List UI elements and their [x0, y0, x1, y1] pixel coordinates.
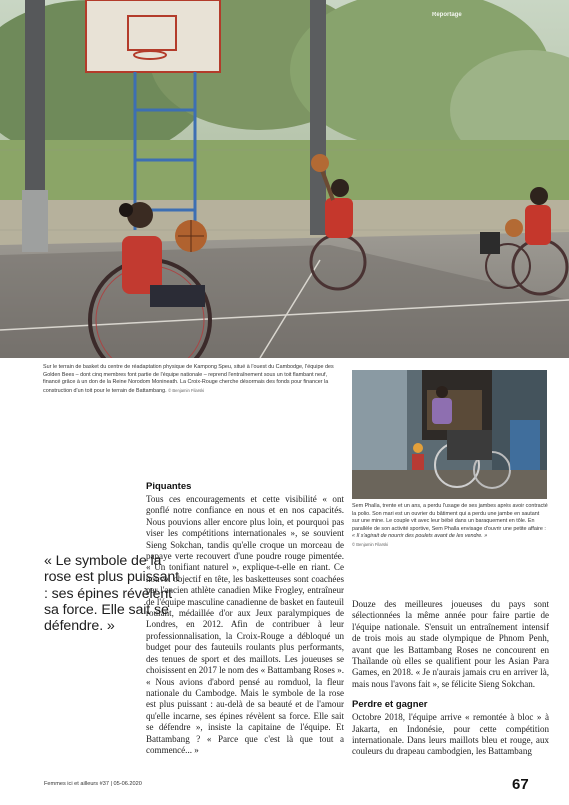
subhead-perdre-et-gagner: Perdre et gagner — [352, 699, 428, 711]
article-paragraph: Douze des meilleures joueuses du pays sont sélectionnées la même année pour faire partie de l'équipe nationale. S'ensuit un entraînement intensif de trois mois au stade olympique de Phnom Penh, avant que les Battambang Roses ne concourent en Thaïlande où elles se qualifient pour les Asian Para Games, en 2018. « Je n'aurais jamais cru en arriver là, mais nous l'avons fait », se félicite Sieng Sokchan. — [352, 599, 549, 689]
article-paragraph: Tous ces encouragements et cette visibilité « ont gonflé notre confiance en nous et en nos capacités. Nous pouvions aller encore plus loin, et pourquoi pas viser les compétitions internationales », se souvient Sieng Sokchan, tandis qu'elle croque un morceau de papaye verte recouvert d'une poudre rouge pimentée. « Un tonifiant naturel », explique-t-elle en riant. Ce nouvel objectif en tête, les basketteuses sont coachées par l'ancien athlète canadien Mike Frogley, entraîneur de l'équipe masculine canadienne de basket en fauteuil roulant, médaillée d'or aux Jeux paralympiques de Londres, en 2012. Afin de contribuer à leur professionnalisation, la Croix-Rouge a débloqué un budget pour des fauteuils roulants plus performants, des tenues de sport et des maillots. Les joueuses se choisissent en 2017 le nom des « Battambang Roses ». « Nous avions d'abord pensé au romduol, la fleur nationale du Cambodge. Mais le symbole de la rose est plus puissant : au-delà de sa beauté et de l'amour qu'elle incarne, ses épines révèlent sa force. Elle sait se défendre », insiste la capitaine de l'équipe. Et Battambang ? « Parce que c'est là que tout a commencé... » — [146, 494, 345, 755]
main-photo-credit: © Benjamin Filarski — [168, 387, 205, 393]
main-photo — [0, 0, 569, 358]
side-photo-credit: © Benjamin Filarski — [352, 541, 389, 547]
pull-quote: « Le symbole de la rose est plus puissant : ses épines révèlent sa force. Elle sait se défendre. » — [44, 553, 180, 635]
article-column-1 — [146, 481, 344, 756]
article-column-2 — [352, 599, 549, 758]
side-photo-caption-text: Sem Phalla, trente et un ans, a perdu l'usage de ses jambes après avoir contracté la polio. Son mari est un ouvrier du bâtiment qui a perdu une jambe en sautant sur une mine. Le couple vit avec leur bébé dans un baraquement en tôle. En parallèle de son activité sportive, Sem Phalla envisage d'ouvrir une petite affaire : — [352, 503, 548, 532]
article-paragraph: Octobre 2018, l'équipe arrive « remontée à bloc » à Jakarta, en Indonésie, pour cette compétition internationale. Dans leurs maillots bleu et rouge, aux couleurs du drapeau cambodgien, les Battambang — [352, 712, 549, 757]
side-photo-caption — [352, 503, 548, 550]
side-photo — [352, 370, 547, 499]
section-tag: Reportage — [432, 12, 462, 18]
main-photo-caption — [43, 364, 343, 395]
side-photo-caption-quote: « Il s'agirait de nourrir des poulets avant de les vendre. » — [352, 533, 488, 540]
main-photo-caption-text: Sur le terrain de basket du centre de réadaptation physique de Kampong Speu, situé à l'ouest du Cambodge, l'équipe des Golden Bees – dont cinq membres font partie de l'équipe nationale – reprend l'entraînement sous un toit flambant neuf, financé grâce à un don de la Reine Norodom Monineath. La Croix-Rouge cherche désormais des fonds pour financer la construction d'un toit pour le terrain de Battambang. — [43, 364, 334, 394]
footer-folio: Femmes ici et ailleurs #37 | 05-06.2020 — [44, 781, 142, 787]
subhead-piquantes: Piquantes — [146, 481, 192, 492]
page-number: 67 — [512, 776, 529, 793]
